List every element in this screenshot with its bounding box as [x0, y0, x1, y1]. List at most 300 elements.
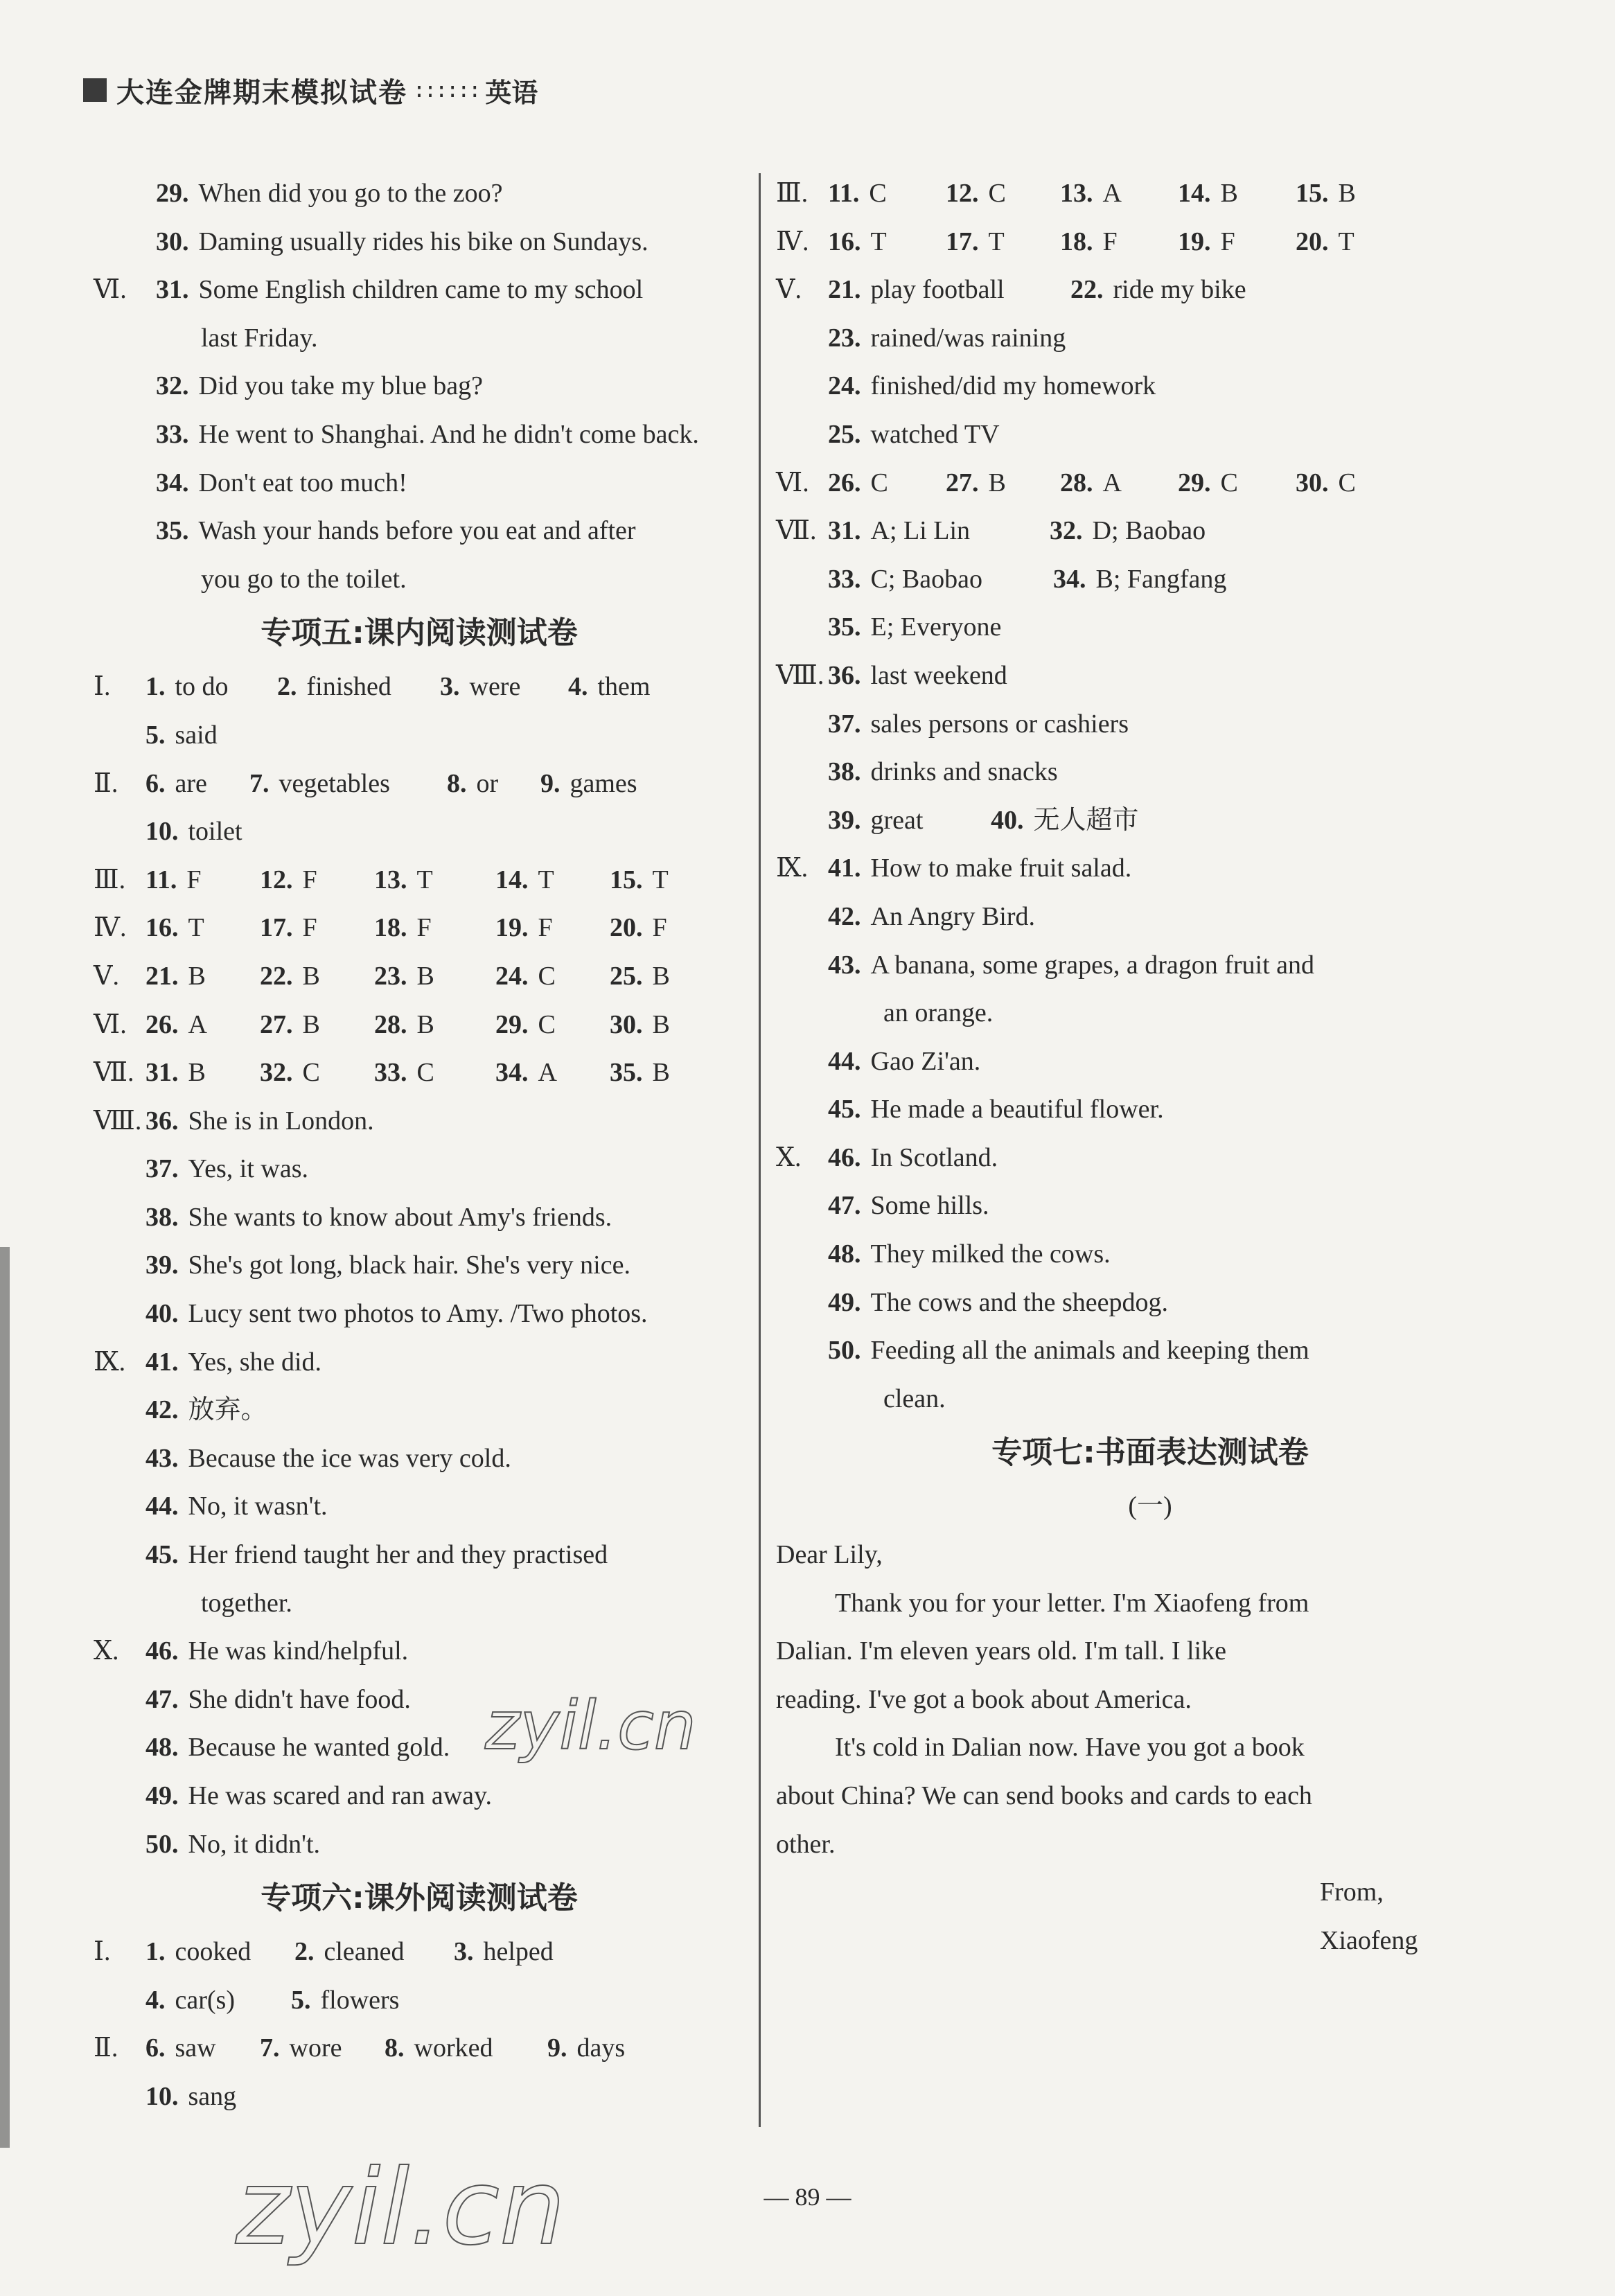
answer-line: [776, 411, 1524, 459]
question-number: 2.: [294, 1937, 315, 1967]
answer-text: F: [538, 913, 553, 943]
answer-item: [828, 1230, 1111, 1279]
answer-line: [94, 170, 745, 218]
question-number: 31.: [156, 275, 189, 305]
answer-line: [94, 856, 745, 905]
answer-line: [94, 362, 745, 411]
question-number: 19.: [1178, 227, 1211, 256]
answer-text: finished: [306, 672, 391, 702]
answer-text: Yes, it was.: [188, 1154, 309, 1184]
answer-line: [776, 603, 1524, 652]
answer-item: [883, 989, 993, 1038]
answer-item: [145, 1097, 374, 1146]
answer-item: [1050, 507, 1206, 556]
answer-item: [294, 1928, 405, 1977]
answer-line: [94, 904, 745, 953]
part-numeral: Ⅵ.: [94, 1009, 127, 1039]
answer-text: Xiaofeng: [1320, 1925, 1418, 1955]
answer-item: [145, 1483, 328, 1531]
answer-line: [94, 1242, 745, 1290]
answer-item: [828, 411, 1000, 459]
answer-text: B: [1220, 179, 1238, 208]
answer-line: [776, 1724, 1524, 1772]
answer-text: He made a beautiful flower.: [870, 1095, 1164, 1124]
question-number: 17.: [946, 227, 979, 256]
answer-line: [94, 459, 745, 508]
answer-item: [610, 1001, 670, 1050]
part-numeral: Ⅳ.: [94, 913, 127, 943]
answer-text: wore: [289, 2033, 342, 2063]
answer-item: [828, 556, 982, 604]
question-number: 33.: [156, 419, 189, 449]
answer-item: [828, 652, 1007, 700]
answer-text: B: [1338, 179, 1356, 208]
answer-text: Dear Lily,: [776, 1540, 883, 1570]
answer-line: [94, 1772, 745, 1821]
answer-item: [828, 700, 1129, 749]
answer-item: [776, 1821, 835, 1869]
question-number: 39.: [828, 805, 861, 835]
part-numeral: Ⅴ.: [776, 275, 802, 305]
answer-text: C: [538, 961, 556, 991]
answer-item: [374, 1001, 434, 1050]
question-number: 25.: [610, 961, 643, 991]
question-number: 38.: [828, 757, 861, 787]
answer-item: [1070, 266, 1246, 315]
answer-line: [94, 1290, 745, 1339]
question-number: 14.: [495, 865, 529, 894]
question-number: 30.: [1296, 468, 1329, 497]
answer-text: them: [597, 672, 651, 702]
question-number: 12.: [946, 179, 979, 208]
answer-item: [828, 362, 1156, 411]
question-number: 27.: [260, 1009, 293, 1039]
question-number: 45.: [145, 1540, 179, 1570]
answer-item: [610, 904, 667, 953]
question-number: 18.: [374, 913, 407, 943]
question-number: 32.: [156, 371, 189, 401]
answer-text: Feeding all the animals and keeping them: [870, 1336, 1309, 1366]
question-number: 3.: [440, 672, 460, 702]
question-number: 14.: [1178, 179, 1211, 208]
question-number: 4.: [145, 1985, 166, 2015]
answer-item: [145, 1724, 450, 1772]
section-heading: 专项五:课内阅读测试卷: [261, 615, 578, 651]
answer-text: clean.: [883, 1384, 946, 1413]
answer-text: T: [538, 865, 554, 894]
book-title: 大连金牌期末模拟试卷: [116, 76, 407, 109]
answer-text: saw: [175, 2033, 216, 2063]
part-numeral: Ⅱ.: [94, 2033, 118, 2063]
question-number: 8.: [447, 768, 467, 798]
answer-item: [495, 1001, 556, 1050]
answer-line: [776, 1531, 1524, 1580]
question-number: 40.: [991, 805, 1024, 835]
scan-edge-shadow: [0, 1247, 10, 2148]
answer-text: B: [188, 1058, 206, 1088]
answer-text: C: [302, 1058, 320, 1088]
answer-item: [835, 1724, 1305, 1772]
question-number: 31.: [145, 1058, 179, 1088]
question-number: 3.: [454, 1937, 474, 1967]
answer-item: [495, 904, 553, 953]
answer-item: [495, 953, 556, 1001]
section-heading: 专项七:书面表达测试卷: [991, 1435, 1309, 1471]
question-number: 13.: [1060, 179, 1093, 208]
question-number: 6.: [145, 768, 166, 798]
question-number: 43.: [828, 950, 861, 980]
answer-text: Daming usually rides his bike on Sundays.: [198, 227, 648, 256]
answer-item: [1060, 459, 1122, 508]
answer-item: [249, 760, 390, 809]
part-numeral: Ⅲ.: [94, 865, 126, 894]
question-number: 22.: [1070, 275, 1104, 305]
answer-line: [94, 2073, 745, 2121]
answer-text: sales persons or cashiers: [870, 709, 1129, 739]
answer-line: [776, 989, 1524, 1038]
part-numeral: Ⅵ.: [94, 275, 127, 305]
answer-item: [776, 1676, 1192, 1724]
question-number: 35.: [828, 612, 861, 642]
question-number: 1.: [145, 1937, 166, 1967]
answer-text: or: [476, 768, 499, 798]
answer-text: B: [416, 961, 434, 991]
answer-item: [145, 1049, 206, 1097]
part-numeral: Ⅴ.: [94, 961, 119, 991]
answer-text: C: [416, 1058, 434, 1088]
answer-line: [776, 1182, 1524, 1230]
answer-text: cleaned: [324, 1937, 405, 1967]
subsection-label: (一): [1128, 1492, 1172, 1521]
answer-item: [946, 459, 1006, 508]
question-number: 24.: [495, 961, 529, 991]
answer-item: [828, 748, 1058, 797]
answer-text: She wants to know about Amy's friends.: [188, 1202, 612, 1232]
answer-item: [828, 942, 1314, 990]
answer-line: [94, 1386, 745, 1435]
question-number: 15.: [610, 865, 643, 894]
answer-text: car(s): [175, 1985, 235, 2015]
question-number: 19.: [495, 913, 529, 943]
answer-text: Some English children came to my school: [198, 275, 644, 305]
answer-item: [156, 459, 407, 508]
question-number: 20.: [610, 913, 643, 943]
question-number: 10.: [145, 817, 179, 847]
answer-item: [1060, 218, 1118, 267]
answer-line: [94, 1194, 745, 1242]
answer-item: [776, 1772, 1312, 1821]
answer-item: [156, 218, 648, 267]
answer-text: C: [870, 468, 888, 497]
answer-text: No, it didn't.: [188, 1829, 321, 1859]
answer-line: [776, 1627, 1524, 1676]
answer-line: [776, 315, 1524, 363]
answer-text: B: [302, 961, 320, 991]
question-number: 50.: [828, 1336, 861, 1366]
answer-item: [374, 953, 434, 1001]
answer-text: play football: [870, 275, 1005, 305]
question-number: 31.: [828, 516, 861, 546]
answer-text: B: [416, 1009, 434, 1039]
answer-item: [145, 1386, 267, 1435]
answer-item: [547, 2024, 625, 2073]
question-number: 30.: [610, 1009, 643, 1039]
question-number: 35.: [156, 516, 189, 546]
header-square-icon: [83, 78, 107, 102]
answer-item: [145, 1242, 630, 1290]
question-number: 40.: [145, 1299, 179, 1329]
answer-line: [776, 218, 1524, 267]
answer-text: An Angry Bird.: [870, 901, 1035, 931]
question-number: 41.: [828, 854, 861, 883]
answer-item: [610, 953, 670, 1001]
answer-item: [1178, 218, 1235, 267]
answer-item: [1320, 1869, 1384, 1917]
answer-text: cooked: [175, 1937, 251, 1967]
answer-item: [1178, 170, 1238, 218]
answer-item: [1178, 459, 1238, 508]
answer-text: together.: [201, 1588, 292, 1618]
answer-item: [145, 953, 206, 1001]
answer-text: How to make fruit salad.: [870, 854, 1132, 883]
answer-text: Dalian. I'm eleven years old. I'm tall. I like: [776, 1636, 1226, 1666]
part-numeral: Ⅸ.: [776, 854, 809, 883]
answer-item: [447, 760, 498, 809]
question-number: 9.: [540, 768, 561, 798]
answer-text: 无人超市: [1033, 805, 1139, 835]
answer-item: [776, 1531, 883, 1580]
answer-text: T: [988, 227, 1005, 256]
question-number: 48.: [828, 1239, 861, 1269]
question-number: 16.: [145, 913, 179, 943]
answer-text: you go to the toilet.: [201, 564, 407, 594]
answer-item: [156, 170, 503, 218]
answer-text: Her friend taught her and they practised: [188, 1540, 608, 1570]
answer-text: When did you go to the zoo?: [198, 179, 503, 208]
question-number: 10.: [145, 2081, 179, 2111]
answer-text: C: [1338, 468, 1356, 497]
answer-text: A: [188, 1009, 207, 1039]
question-number: 2.: [277, 672, 297, 702]
question-number: 7.: [249, 768, 270, 798]
question-number: 28.: [374, 1009, 407, 1039]
answer-item: [145, 904, 204, 953]
answer-line: [776, 1375, 1524, 1424]
question-number: 34.: [495, 1058, 529, 1088]
question-number: 44.: [145, 1492, 179, 1521]
answer-line: [94, 411, 745, 459]
answer-text: B: [652, 1009, 670, 1039]
question-number: 23.: [374, 961, 407, 991]
answer-line: [94, 266, 745, 315]
answer-line: [776, 507, 1524, 556]
question-number: 8.: [385, 2033, 405, 2063]
question-number: 24.: [828, 371, 861, 401]
answer-text: B: [652, 961, 670, 991]
answer-item: [145, 1676, 411, 1724]
answer-text: other.: [776, 1829, 836, 1859]
answer-item: [145, 1001, 207, 1050]
answer-line: [94, 1821, 745, 1869]
answer-text: He was kind/helpful.: [188, 1636, 409, 1666]
answer-item: [440, 663, 520, 712]
answer-item: [145, 760, 207, 809]
answer-item: [828, 315, 1066, 363]
question-number: 22.: [260, 961, 293, 991]
question-number: 11.: [828, 179, 860, 208]
answer-item: [828, 218, 887, 267]
answer-line: [776, 1038, 1524, 1086]
answer-line: [776, 362, 1524, 411]
answer-text: T: [188, 913, 204, 943]
answer-text: She didn't have food.: [188, 1684, 411, 1714]
answer-item: [374, 1049, 434, 1097]
answer-line: [94, 1435, 745, 1483]
answer-line: [94, 663, 745, 712]
answer-item: [828, 1279, 1168, 1327]
answer-text: worked: [414, 2033, 493, 2063]
answer-item: [1296, 170, 1356, 218]
answer-item: [260, 2024, 342, 2073]
answer-text: last Friday.: [201, 323, 318, 353]
answer-item: [145, 1772, 492, 1821]
question-number: 26.: [828, 468, 861, 497]
answer-item: [156, 507, 636, 556]
answer-line: [776, 700, 1524, 749]
answer-text: last weekend: [870, 660, 1007, 690]
question-number: 20.: [1296, 227, 1329, 256]
answer-item: [145, 1339, 321, 1387]
question-number: 29.: [495, 1009, 529, 1039]
answer-text: E; Everyone: [870, 612, 1002, 642]
column-divider: [759, 173, 761, 2127]
question-number: 32.: [1050, 516, 1083, 546]
answer-item: [145, 2024, 216, 2073]
answer-item: [1053, 556, 1226, 604]
subject-label: 英语: [485, 77, 538, 108]
answer-line: [776, 1772, 1524, 1821]
part-numeral: Ⅷ.: [94, 1106, 142, 1136]
question-number: 21.: [145, 961, 179, 991]
answer-text: were: [469, 672, 521, 702]
answer-item: [260, 953, 320, 1001]
question-number: 27.: [946, 468, 979, 497]
question-number: 5.: [291, 1985, 311, 2015]
part-numeral: Ⅰ.: [94, 1937, 111, 1967]
question-number: 4.: [568, 672, 588, 702]
answer-item: [946, 218, 1005, 267]
question-number: 32.: [260, 1058, 293, 1088]
answer-item: [145, 1928, 251, 1977]
answer-line: [94, 507, 745, 556]
answer-text: F: [186, 865, 202, 894]
answer-item: [201, 556, 407, 604]
page-header: [83, 69, 538, 111]
answer-text: The cows and the sheepdog.: [870, 1287, 1168, 1317]
question-number: 44.: [828, 1046, 861, 1076]
answer-line: [94, 1339, 745, 1387]
answer-text: Gao Zi'an.: [870, 1046, 981, 1076]
answer-item: [828, 797, 923, 845]
question-number: 30.: [156, 227, 189, 256]
answer-line: [776, 1134, 1524, 1183]
part-numeral: Ⅰ.: [94, 672, 111, 702]
question-number: 38.: [145, 1202, 179, 1232]
answer-text: Yes, she did.: [188, 1347, 322, 1377]
answer-text: great: [870, 805, 924, 835]
part-numeral: Ⅵ.: [776, 468, 809, 497]
page-number: — 89 —: [764, 2183, 851, 2211]
question-number: 42.: [145, 1395, 179, 1425]
answer-text: A banana, some grapes, a dragon fruit and: [870, 950, 1315, 980]
answer-item: [540, 760, 637, 809]
answer-item: [495, 1049, 557, 1097]
answer-text: 放弃。: [188, 1395, 267, 1425]
answer-line: [94, 1145, 745, 1194]
answer-text: rained/was raining: [870, 323, 1066, 353]
question-number: 5.: [145, 720, 166, 750]
answer-item: [260, 856, 317, 905]
answer-text: F: [1220, 227, 1235, 256]
answer-text: T: [652, 865, 669, 894]
answer-line: [776, 1917, 1524, 1966]
answer-text: Some hills.: [870, 1191, 989, 1221]
answer-item: [610, 856, 669, 905]
answer-item: [454, 1928, 554, 1977]
answer-text: finished/did my homework: [870, 371, 1156, 401]
answer-item: [610, 1049, 670, 1097]
answer-text: sang: [188, 2081, 237, 2111]
answer-text: helped: [483, 1937, 554, 1967]
answer-line: [94, 2024, 745, 2073]
answer-text: F: [302, 865, 317, 894]
answer-text: C: [538, 1009, 556, 1039]
answer-line: [94, 1928, 745, 1977]
answer-text: about China? We can send books and cards to each: [776, 1781, 1312, 1810]
watermark: zyil.cn: [485, 1687, 696, 1765]
answer-text: B: [988, 468, 1006, 497]
question-number: 48.: [145, 1733, 179, 1763]
answer-text: T: [416, 865, 433, 894]
answer-text: She is in London.: [188, 1106, 374, 1136]
answer-item: [145, 1145, 308, 1194]
answer-item: [145, 1627, 408, 1676]
answer-item: [828, 893, 1035, 942]
answer-line: [776, 556, 1524, 604]
answer-text: Did you take my blue bag?: [198, 371, 484, 401]
answer-item: [374, 856, 433, 905]
answer-item: [776, 1627, 1226, 1676]
question-number: 16.: [828, 227, 861, 256]
part-numeral: Ⅳ.: [776, 227, 809, 256]
answer-line: [776, 1327, 1524, 1375]
answer-text: ride my bike: [1113, 275, 1246, 305]
answer-item: [1296, 218, 1354, 267]
right-column: [776, 170, 1524, 1965]
answer-item: [145, 808, 242, 856]
question-number: 25.: [828, 419, 861, 449]
answer-text: He went to Shanghai. And he didn't come back.: [198, 419, 699, 449]
question-number: 50.: [145, 1829, 179, 1859]
answer-text: B: [302, 1009, 320, 1039]
answer-text: Because he wanted gold.: [188, 1733, 450, 1763]
answer-line: [94, 1580, 745, 1628]
answer-text: F: [652, 913, 667, 943]
question-number: 43.: [145, 1443, 179, 1473]
answer-line: [94, 556, 745, 604]
answer-text: She's got long, black hair. She's very nice.: [188, 1251, 630, 1280]
answer-text: D; Baobao: [1092, 516, 1206, 546]
